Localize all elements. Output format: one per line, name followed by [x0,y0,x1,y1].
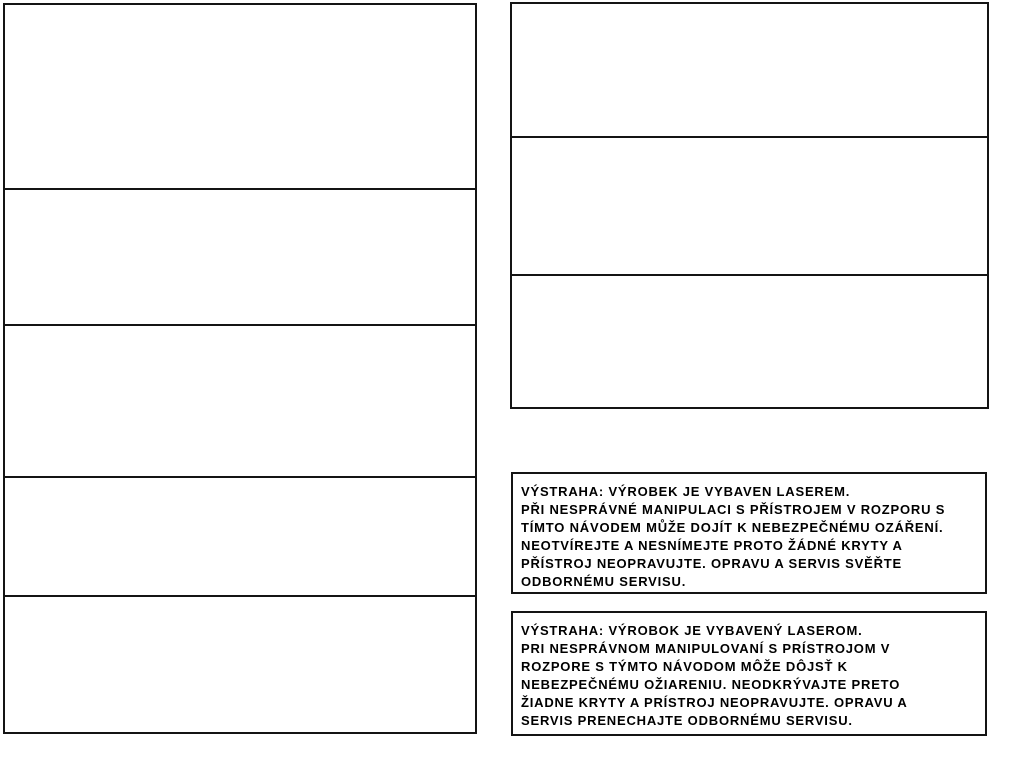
warning-slovak-line-1: VÝSTRAHA: VÝROBOK JE VYBAVENÝ LASEROM. [521,623,863,638]
left-panel-row-1 [5,5,475,188]
left-panel-row-4 [5,476,475,595]
warning-czech-line-3: TÍMTO NÁVODEM MŮŽE DOJÍT K NEBEZPEČNÉMU OZÁŘENÍ. [521,520,944,535]
warning-czech-line-2: PŘI NESPRÁVNÉ MANIPULACI S PŘÍSTROJEM V ROZPORU S [521,502,946,517]
warning-czech-line-4: NEOTVÍREJTE A NESNÍMEJTE PROTO ŽÁDNÉ KRYTY A [521,538,903,553]
warning-slovak-line-4: NEBEZPEČNÉMU OŽIARENIU. NEODKRÝVAJTE PRETO [521,677,901,692]
warning-slovak-line-5: ŽIADNE KRYTY A PRÍSTROJ NEOPRAVUJTE. OPRAVU A [521,695,908,710]
left-panel-row-5 [5,595,475,732]
warning-slovak-line-6: SERVIS PRENECHAJTE ODBORNÉMU SERVISU. [521,713,853,728]
right-panel-row-2 [512,136,987,274]
warning-czech-line-5: PŘÍSTROJ NEOPRAVUJTE. OPRAVU A SERVIS SVĚŘTE [521,556,902,571]
left-panel-row-3 [5,324,475,476]
right-panel-grid [510,2,989,409]
warning-slovak-line-2: PRI NESPRÁVNOM MANIPULOVANÍ S PRÍSTROJOM V [521,641,891,656]
left-panel-grid [3,3,477,734]
left-panel-row-2 [5,188,475,324]
warning-czech-line-6: ODBORNÉMU SERVISU. [521,574,687,589]
warning-box-czech [511,472,987,594]
warning-box-slovak [511,611,987,736]
right-panel-row-1 [512,4,987,136]
warning-slovak-line-3: ROZPORE S TÝMTO NÁVODOM MÔŽE DÔJSŤ K [521,659,848,674]
warning-czech-line-1: VÝSTRAHA: VÝROBEK JE VYBAVEN LASEREM. [521,484,851,499]
right-panel-row-3 [512,274,987,407]
